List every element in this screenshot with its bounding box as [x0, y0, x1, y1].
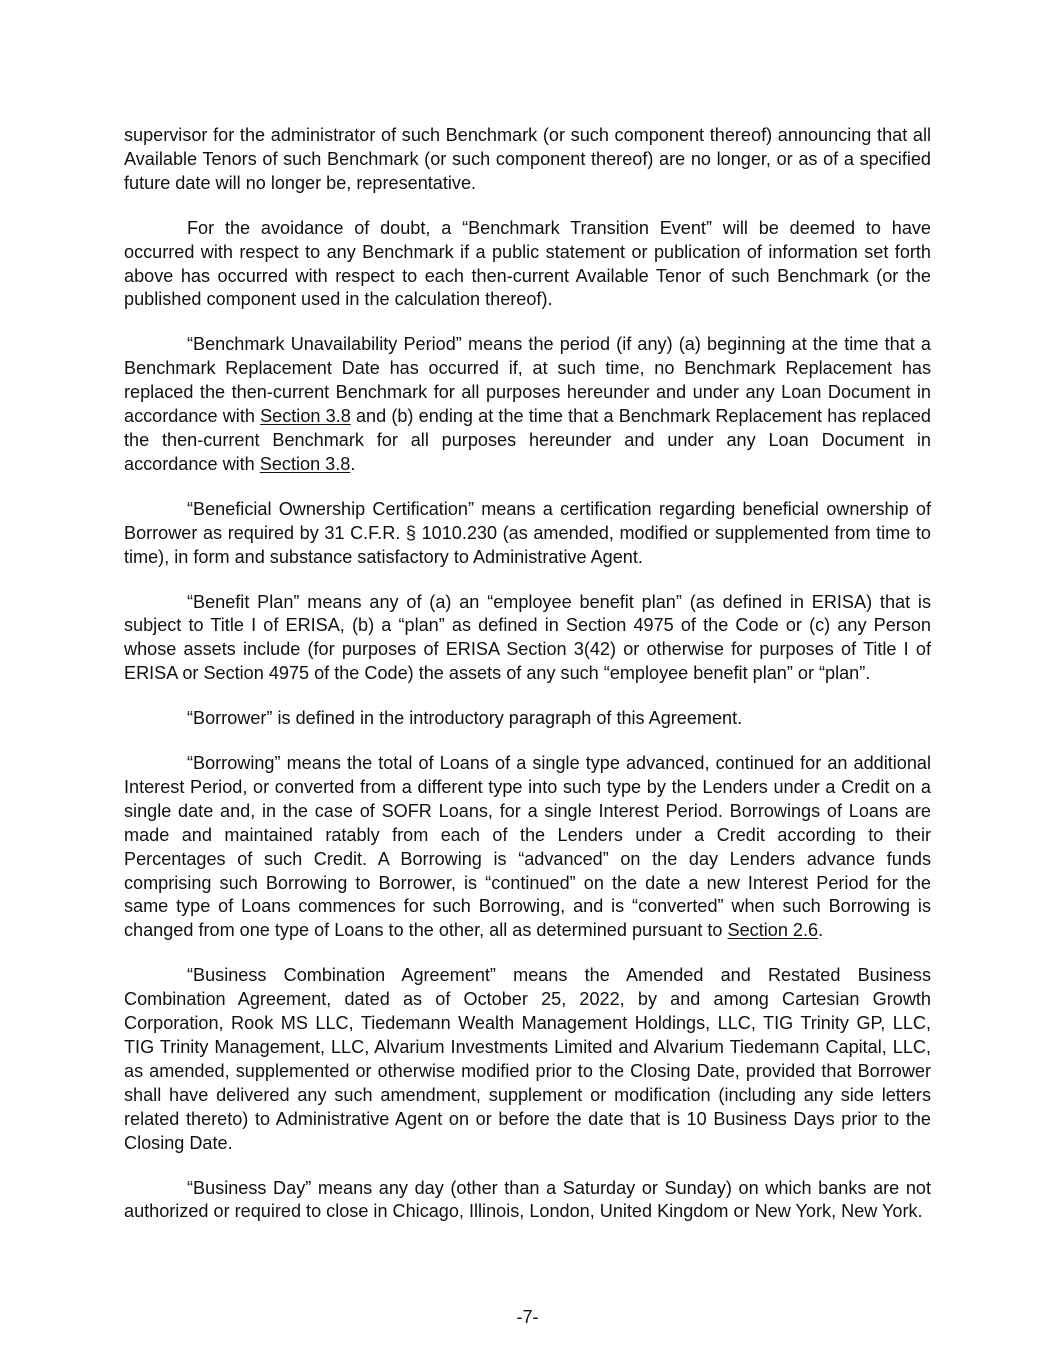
definition-benchmark-unavailability-period	[124, 333, 931, 476]
paragraph-benchmark-transition-continued: supervisor for the administrator of such Benchmark (or such component thereof) announcing that all Available Tenors of such Benchmark (or such component thereof) are no longer, or as of a specified future date will no longer be, representative.	[124, 125, 931, 193]
definition-text-part: .	[350, 453, 356, 474]
definition-text-part: “Benchmark Unavailability Period” means the period (if any) (a) beginning at the time that a Benchmark Replacement Date has occurred if, at such time, no Benchmark Replacement has replaced the then-current Benchmark for all purposes hereunder and under any Loan Document in accordance with	[124, 334, 931, 427]
definition-text-part: and (b) ending at the time that a Benchmark Replacement has replaced the then-current Benchmark for all purposes hereunder and under any Loan Document in accordance with	[124, 406, 931, 474]
paragraph-avoidance-of-doubt: For the avoidance of doubt, a “Benchmark Transition Event” will be deemed to have occurred with respect to any Benchmark if a public statement or publication of information set forth above has occurred with respect to each then-current Available Tenor of such Benchmark (or the published component used in the calculation thereof).	[124, 217, 931, 310]
definition-borrowing	[124, 752, 931, 943]
definition-benefit-plan: “Benefit Plan” means any of (a) an “employee benefit plan” (as defined in ERISA) that is subject to Title I of ERISA, (b) a “plan” as defined in Section 4975 of the Code or (c) any Person whose assets include (for purposes of ERISA Section 3(42) or otherwise for purposes of Title I of ERISA or Section 4975 of the Code) the assets of any such “employee benefit plan” or “plan”.	[124, 591, 931, 684]
definition-business-combination-agreement: “Business Combination Agreement” means the Amended and Restated Business Combination Agreement, dated as of October 25, 2022, by and among Cartesian Growth Corporation, Rook MS LLC, Tiedemann Wealth Management Holdings, LLC, TIG Trinity GP, LLC, TIG Trinity Management, LLC, Alvarium Investments Limited and Alvarium Tiedemann Capital, LLC, as amended, supplemented or otherwise modified prior to the Closing Date, provided that Borrower shall have delivered any such amendment, supplement or modification (including any side letters related thereto) to Administrative Agent on or before the date that is 10 Business Days prior to the Closing Date.	[124, 965, 931, 1153]
page-number: -7-	[516, 1307, 539, 1327]
section-reference-link[interactable]: Section 2.6	[727, 920, 819, 941]
section-reference-link[interactable]: Section 3.8	[260, 406, 351, 427]
document-body	[124, 124, 931, 1224]
definition-text-part: “Borrowing” means the total of Loans of a single type advanced, continued for an additional Interest Period, or converted from a different type into such type by the Lenders under a Credit on a single date and, in the case of SOFR Loans, for a single Interest Period. Borrowings of Loans are made and maintained ratably from each of the Lenders under a Credit according to their Percentages of such Credit. A Borrowing is “advanced” on the day Lenders advance funds comprising such Borrowing to Borrower, is “continued” on the date a new Interest Period for the same type of Loans commences for such Borrowing, and is “converted” when such Borrowing is changed from one type of Loans to the other, all as determined pursuant to	[124, 753, 931, 941]
definition-borrower: “Borrower” is defined in the introductory paragraph of this Agreement.	[187, 708, 743, 729]
definition-beneficial-ownership-certification: “Beneficial Ownership Certification” means a certification regarding beneficial ownership of Borrower as required by 31 C.F.R. § 1010.230 (as amended, modified or supplemented from time to time), in form and substance satisfactory to Administrative Agent.	[124, 498, 931, 567]
section-reference-link[interactable]: Section 3.8	[259, 453, 351, 474]
definition-business-day: “Business Day” means any day (other than a Saturday or Sunday) on which banks are not authorized or required to close in Chicago, Illinois, London, United Kingdom or New York, New York.	[124, 1177, 931, 1222]
definition-text-part: .	[818, 920, 824, 941]
